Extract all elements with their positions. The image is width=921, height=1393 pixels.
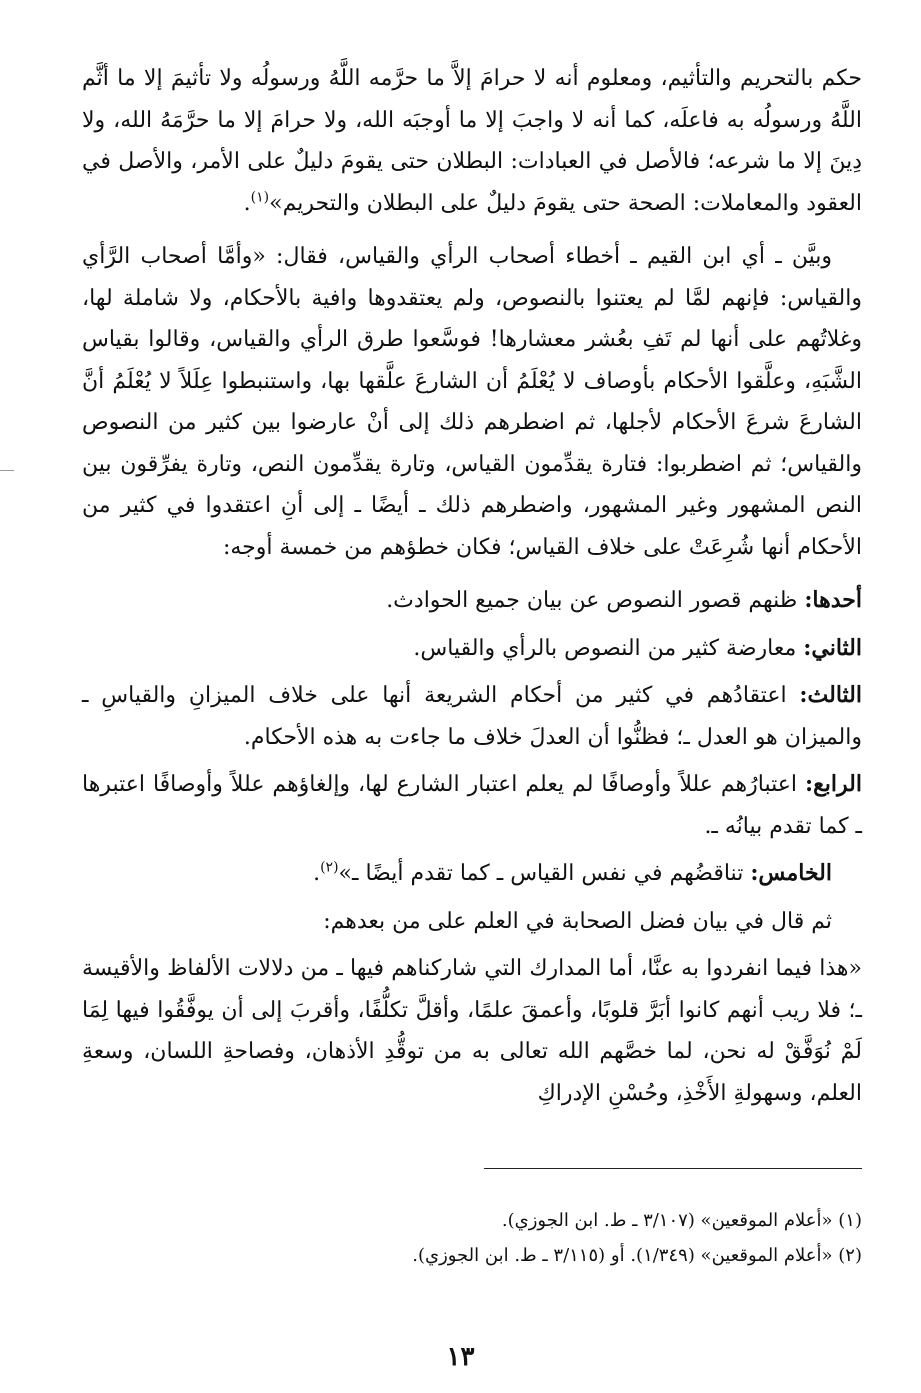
- list-item-5-label: الخامس:: [750, 860, 832, 886]
- list-item-1-text: ظنهم قصور النصوص عن بيان جميع الحوادث.: [386, 588, 798, 613]
- list-item-4: [82, 764, 862, 847]
- footnote-1: (١) «أعلام الموقعين» (٣/١٠٧ ـ ط. ابن الجوزي).: [501, 1210, 862, 1231]
- footnote-separator: [484, 1168, 862, 1169]
- main-text: [82, 58, 862, 1126]
- list-item-4-text: اعتبارُهم عللاً وأوصافًا لم يعلم اعتبار الشارع لها، وإلغاؤهم عللاً وأوصافًا اعتبرها ـ كما تقدم بيانُه ـ.: [82, 772, 862, 839]
- page-edge-mark: [0, 470, 14, 471]
- list-item-5-text: تناقضُهم في نفس القياس ـ كما تقدم أيضًا ـ»: [338, 861, 744, 886]
- page-number: ١٣: [446, 1342, 475, 1372]
- list-item-2: [82, 628, 862, 670]
- list-item-4-label: الرابع:: [804, 771, 862, 797]
- list-item-1-label: أحدها:: [804, 587, 862, 613]
- paragraph-2: وبيَّن ـ أي ابن القيم ـ أخطاء أصحاب الرأي والقياس، فقال: «وأمَّا أصحاب الرَّأي والقياس: فإنهم لمَّا لم يعتنوا بالنصوص، ولم يعتقدوها وافية بالأحكام، ولا شاملة لها، وغلاتُهم على أنها لم تَفِ بعُشر معشارها! فوسَّعوا طرق الرأي والقياس، وقالوا بقياس الشَّبَهِ، وعلَّقوا الأحكام بأوصاف لا يُعْلَمُ أن الشارعَ علَّقها بها، واستنبطوا عِلَلاً لا يُعْلَمُ أنَّ الشارعَ شرعَ الأحكام لأجلها، ثم اضطرهم ذلك إلى أنْ عارضوا بين كثير من النصوص والقياس؛ ثم اضطربوا: فتارة يقدِّمون القياس، وتارة يقدِّمون النص، وتارة يفرِّقون بين النص المشهور وغير المشهور، واضطرهم ذلك ـ أيضًا ـ إلى أنِ اعتقدوا في كثير من الأحكام أنها شُرِعَتْ على خلاف القياس؛ فكان خطؤهم من خمسة أوجه:: [82, 244, 862, 560]
- list-item-3: [82, 675, 862, 758]
- paragraph-4: «هذا فيما انفردوا به عنَّا، أما المدارك التي شاركناهم فيها ـ من دلالات الألفاظ والأقيسة ـ؛ فلا ريب أنهم كانوا أبَرَّ قلوبًا، وأعمقَ علمًا، وأقلَّ تكلُّفًا، وأقربَ إلى أن يوفَّقُوا فيها لِمَا لَمْ نُوَفَّقْ له نحن، لما خصَّهم الله تعالى به من توقُّدِ الأذهان، وفصاحةِ اللسان، وسعةِ العلم، وسهولةِ الأَخْذِ، وحُسْنِ الإدراكِ: [82, 956, 862, 1106]
- list-item-3-label: الثالث:: [799, 682, 862, 708]
- list-item-2-text: معارضة كثير من النصوص بالرأي والقياس.: [413, 635, 797, 661]
- list-item-1: [82, 580, 862, 622]
- list-item-3-text: اعتقادُهم في كثير من أحكام الشريعة أنها على خلاف الميزانِ والقياسِ ـ والميزان هو العدل ـ؛ فظنُّوا أن العدلَ خلاف ما جاءت به هذه الأحكام.: [82, 683, 862, 750]
- footnote-ref-1: (١): [250, 189, 270, 206]
- footnote-2: (٢) «أعلام الموقعين» (١/٣٤٩). أو (٣/١١٥ ـ ط. ابن الجوزي).: [412, 1245, 862, 1266]
- paragraph-3: ثم قال في بيان فضل الصحابة في العلم على من بعدهم:: [323, 908, 832, 934]
- list-item-2-label: الثاني:: [803, 634, 862, 661]
- paragraph-1: حكم بالتحريم والتأثيم، ومعلوم أنه لا حرامَ إلاَّ ما حرَّمه اللَّهُ ورسولُه ولا تأثيمَ إلا ما أثَّم اللَّهُ ورسولُه به فاعلَه، كما أنه لا واجبَ إلا ما أوجبَه الله، ولا حرامَ إلا ما حرَّمَهُ الله، ولا دِينَ إلا ما شرعه؛ فالأصل في العبادات: البطلان حتى يقومَ دليلٌ على الأمر، والأصل في العقود والمعاملات: الصحة حتى يقومَ دليلٌ على البطلان والتحريم»$^{(١)}$.: [82, 66, 862, 216]
- footnotes: [82, 1203, 862, 1273]
- paragraph-1-text: حكم بالتحريم والتأثيم، ومعلوم أنه لا حرامَ إلاَّ ما حرَّمه اللَّهُ ورسولُه ولا تأثيمَ إلا ما أثَّم اللَّهُ ورسولُه به فاعلَه، كما أنه لا واجبَ إلا ما أوجبَه الله، ولا حرامَ إلا ما حرَّمَهُ الله، ولا دِينَ إلا ما شرعه؛ فالأصل في العبادات: البطلان حتى يقومَ دليلٌ على الأمر، والأصل في العقود والمعاملات: الصحة حتى يقومَ دليلٌ على البطلان والتحريم»: [82, 66, 862, 216]
- footnote-ref-2: (٢): [320, 859, 339, 876]
- list-item-5: الخامس: تناقضُهم في نفس القياس ـ كما تقدم أيضًا ـ»$^{(٢)}$.: [313, 859, 832, 886]
